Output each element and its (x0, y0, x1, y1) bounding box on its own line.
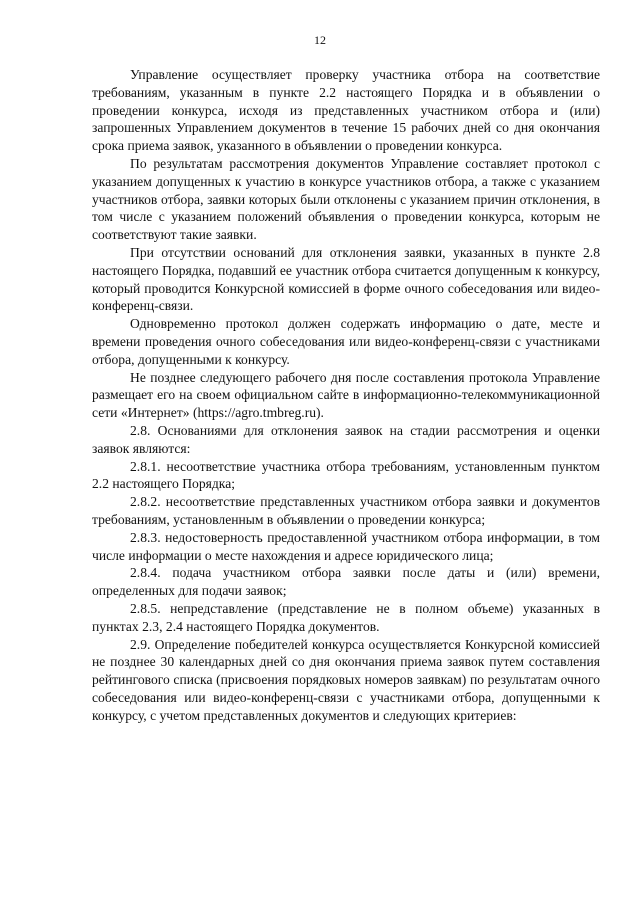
clause-2-8-5: 2.8.5. непредставление (представление не в полном объеме) указанных в пунктах 2.3, 2.4 настоящего Порядка документов. (92, 600, 600, 634)
clause-2-8: 2.8. Основаниями для отклонения заявок на стадии рассмотрения и оценки заявок являются: (92, 422, 600, 456)
paragraph-publication: Не позднее следующего рабочего дня после составления протокола Управление размещает его на своем официальном сайте в информационно-телекоммуникационной сети «Интернет» (https://agro.tmbreg.ru). (92, 369, 600, 421)
paragraph-verification: Управление осуществляет проверку участника отбора на соответствие требованиям, указанным в пункте 2.2 настоящего Порядка и в объявлении о проведении конкурса, исходя из представленных участником отбора и (или) запрошенных Управлением документов в течение 15 рабочих дней со дня окончания срока приема заявок, указанного в объявлении о проведении конкурса. (92, 67, 600, 154)
paragraph-protocol-contents: Одновременно протокол должен содержать информацию о дате, месте и времени проведения очного собеседования или видео-конференц-связи с участниками отбора, допущенными к конкурсу. (92, 316, 600, 367)
paragraph-protocol: По результатам рассмотрения документов Управление составляет протокол с указанием допущенных к участию в конкурсе участников отбора, а также с указанием участников отбора, заявки которых были отклонены с указанием причин отклонения, в том числе с указанием положений объявления о проведении конкурса, которым не соответствуют такие заявки. (92, 155, 600, 243)
paragraph-admission: При отсутствии оснований для отклонения заявки, указанных в пункте 2.8 настоящего Порядка, подавший ее участник отбора считается допущенным к конкурсу, который проводится Конкурсной комиссией в форме очного собеседования или видео-конференц-связи. (92, 244, 600, 314)
clause-2-8-1: 2.8.1. несоответствие участника отбора требованиям, установленным пунктом 2.2 настоящего Порядка; (92, 458, 600, 492)
clause-2-8-2: 2.8.2. несоответствие представленных участником отбора заявки и документов требованиям, установленным в объявлении о проведении конкурса; (92, 494, 600, 527)
clause-2-9: 2.9. Определение победителей конкурса осуществляется Конкурсной комиссией не позднее 30 календарных дней со дня окончания приема заявок путем составления рейтингового списка (присвоения порядковых номеров заявкам) по результатам очного собеседования или видео-конференц-связи с участниками отбора, допущенными к конкурсу, с учетом представленных документов и следующих критериев: (92, 636, 600, 723)
document-body (92, 66, 600, 724)
clause-2-8-3: 2.8.3. недостоверность предоставленной участником отбора информации, в том числе информации о месте нахождения и адресе юридического лица; (92, 529, 600, 563)
clause-2-8-4: 2.8.4. подача участником отбора заявки после даты и (или) времени, определенных для подачи заявок; (92, 565, 600, 599)
page-number: 12 (314, 33, 326, 47)
